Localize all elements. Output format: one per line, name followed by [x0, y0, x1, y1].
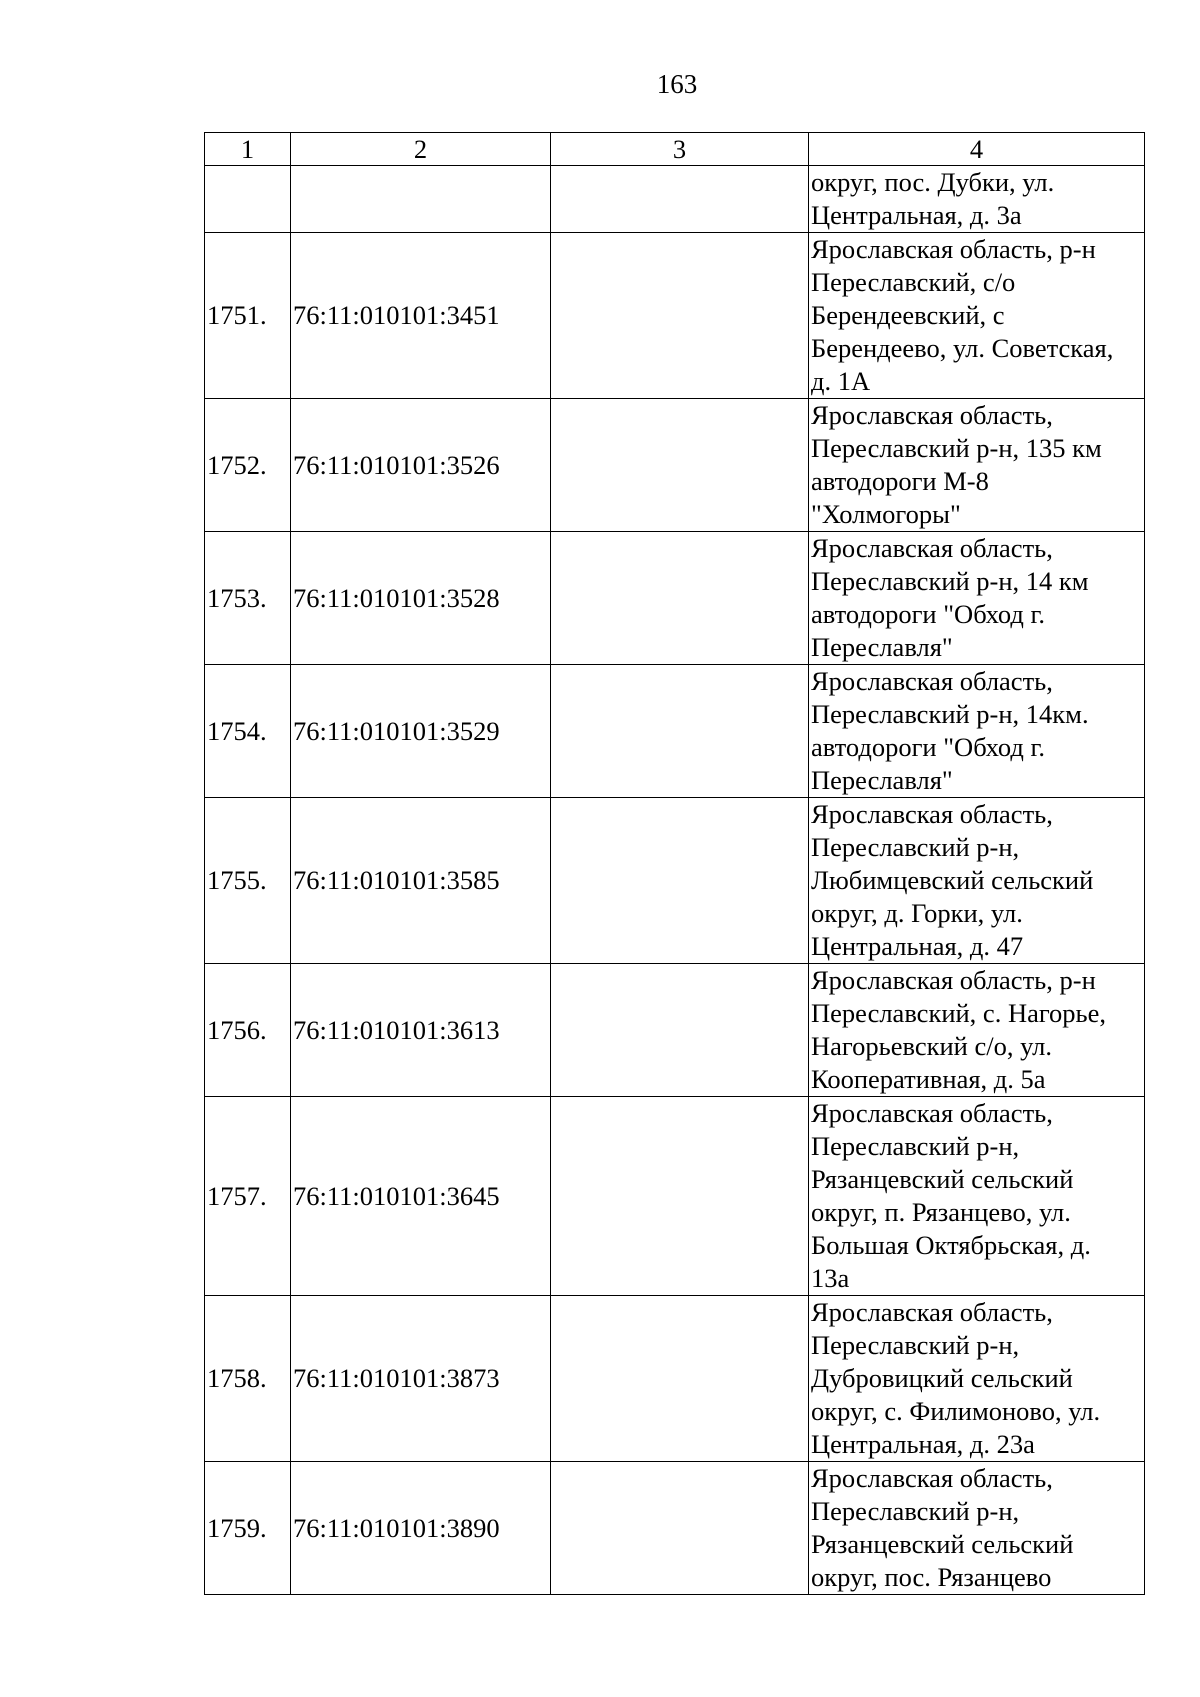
row-number: 1758. — [205, 1296, 291, 1462]
address-cell: Ярославская область, Переславский р-н, Рязанцевский сельский округ, пос. Рязанцево — [809, 1462, 1145, 1595]
cadastral-number: 76:11:010101:3613 — [291, 964, 551, 1097]
row-number — [205, 166, 291, 233]
cadastral-number: 76:11:010101:3645 — [291, 1097, 551, 1296]
row-number: 1751. — [205, 233, 291, 399]
row-number: 1755. — [205, 798, 291, 964]
address-cell: Ярославская область, Переславский р-н, 14км. автодороги "Обход г. Переславля" — [809, 665, 1145, 798]
row-number: 1759. — [205, 1462, 291, 1595]
table-row — [205, 1097, 1145, 1296]
row-number: 1752. — [205, 399, 291, 532]
address-cell: округ, пос. Дубки, ул. Центральная, д. 3а — [809, 166, 1145, 233]
cadastral-number: 76:11:010101:3529 — [291, 665, 551, 798]
cadastral-number: 76:11:010101:3873 — [291, 1296, 551, 1462]
cadastral-number: 76:11:010101:3528 — [291, 532, 551, 665]
address-cell: Ярославская область, Переславский р-н, Рязанцевский сельский округ, п. Рязанцево, ул. Большая Октябрьская, д. 13а — [809, 1097, 1145, 1296]
column-3-cell — [551, 1097, 809, 1296]
table-row — [205, 233, 1145, 399]
row-number: 1756. — [205, 964, 291, 1097]
header-col-4: 4 — [809, 133, 1145, 166]
address-cell: Ярославская область, Переславский р-н, Дубровицкий сельский округ, с. Филимоново, ул. Центральная, д. 23а — [809, 1296, 1145, 1462]
column-3-cell — [551, 233, 809, 399]
address-cell: Ярославская область, р-н Переславский, с/о Берендеевский, с Берендеево, ул. Советская, д. 1А — [809, 233, 1145, 399]
column-3-cell — [551, 798, 809, 964]
table-row — [205, 1462, 1145, 1595]
table-row — [205, 798, 1145, 964]
row-number: 1757. — [205, 1097, 291, 1296]
cadastral-number: 76:11:010101:3451 — [291, 233, 551, 399]
cadastral-number — [291, 166, 551, 233]
column-3-cell — [551, 399, 809, 532]
address-cell: Ярославская область, Переславский р-н, 135 км автодороги М-8 "Холмогоры" — [809, 399, 1145, 532]
header-col-3: 3 — [551, 133, 809, 166]
address-cell: Ярославская область, Переславский р-н, 14 км автодороги "Обход г. Переславля" — [809, 532, 1145, 665]
column-3-cell — [551, 964, 809, 1097]
column-3-cell — [551, 532, 809, 665]
table-row — [205, 964, 1145, 1097]
address-cell: Ярославская область, Переславский р-н, Любимцевский сельский округ, д. Горки, ул. Центральная, д. 47 — [809, 798, 1145, 964]
address-cell: Ярославская область, р-н Переславский, с. Нагорье, Нагорьевский с/о, ул. Кооперативная, д. 5а — [809, 964, 1145, 1097]
row-number: 1753. — [205, 532, 291, 665]
column-3-cell — [551, 1296, 809, 1462]
row-number: 1754. — [205, 665, 291, 798]
page-number: 163 — [656, 69, 698, 99]
column-3-cell — [551, 166, 809, 233]
table-row — [205, 1296, 1145, 1462]
column-3-cell — [551, 665, 809, 798]
table-row — [205, 166, 1145, 233]
header-row — [205, 133, 1145, 166]
cadastral-number: 76:11:010101:3890 — [291, 1462, 551, 1595]
cadastral-number: 76:11:010101:3585 — [291, 798, 551, 964]
column-3-cell — [551, 1462, 809, 1595]
table-row — [205, 665, 1145, 798]
cadastral-number: 76:11:010101:3526 — [291, 399, 551, 532]
header-col-2: 2 — [291, 133, 551, 166]
table-row — [205, 399, 1145, 532]
registry-table — [204, 132, 1145, 1595]
header-col-1: 1 — [205, 133, 291, 166]
table-row — [205, 532, 1145, 665]
